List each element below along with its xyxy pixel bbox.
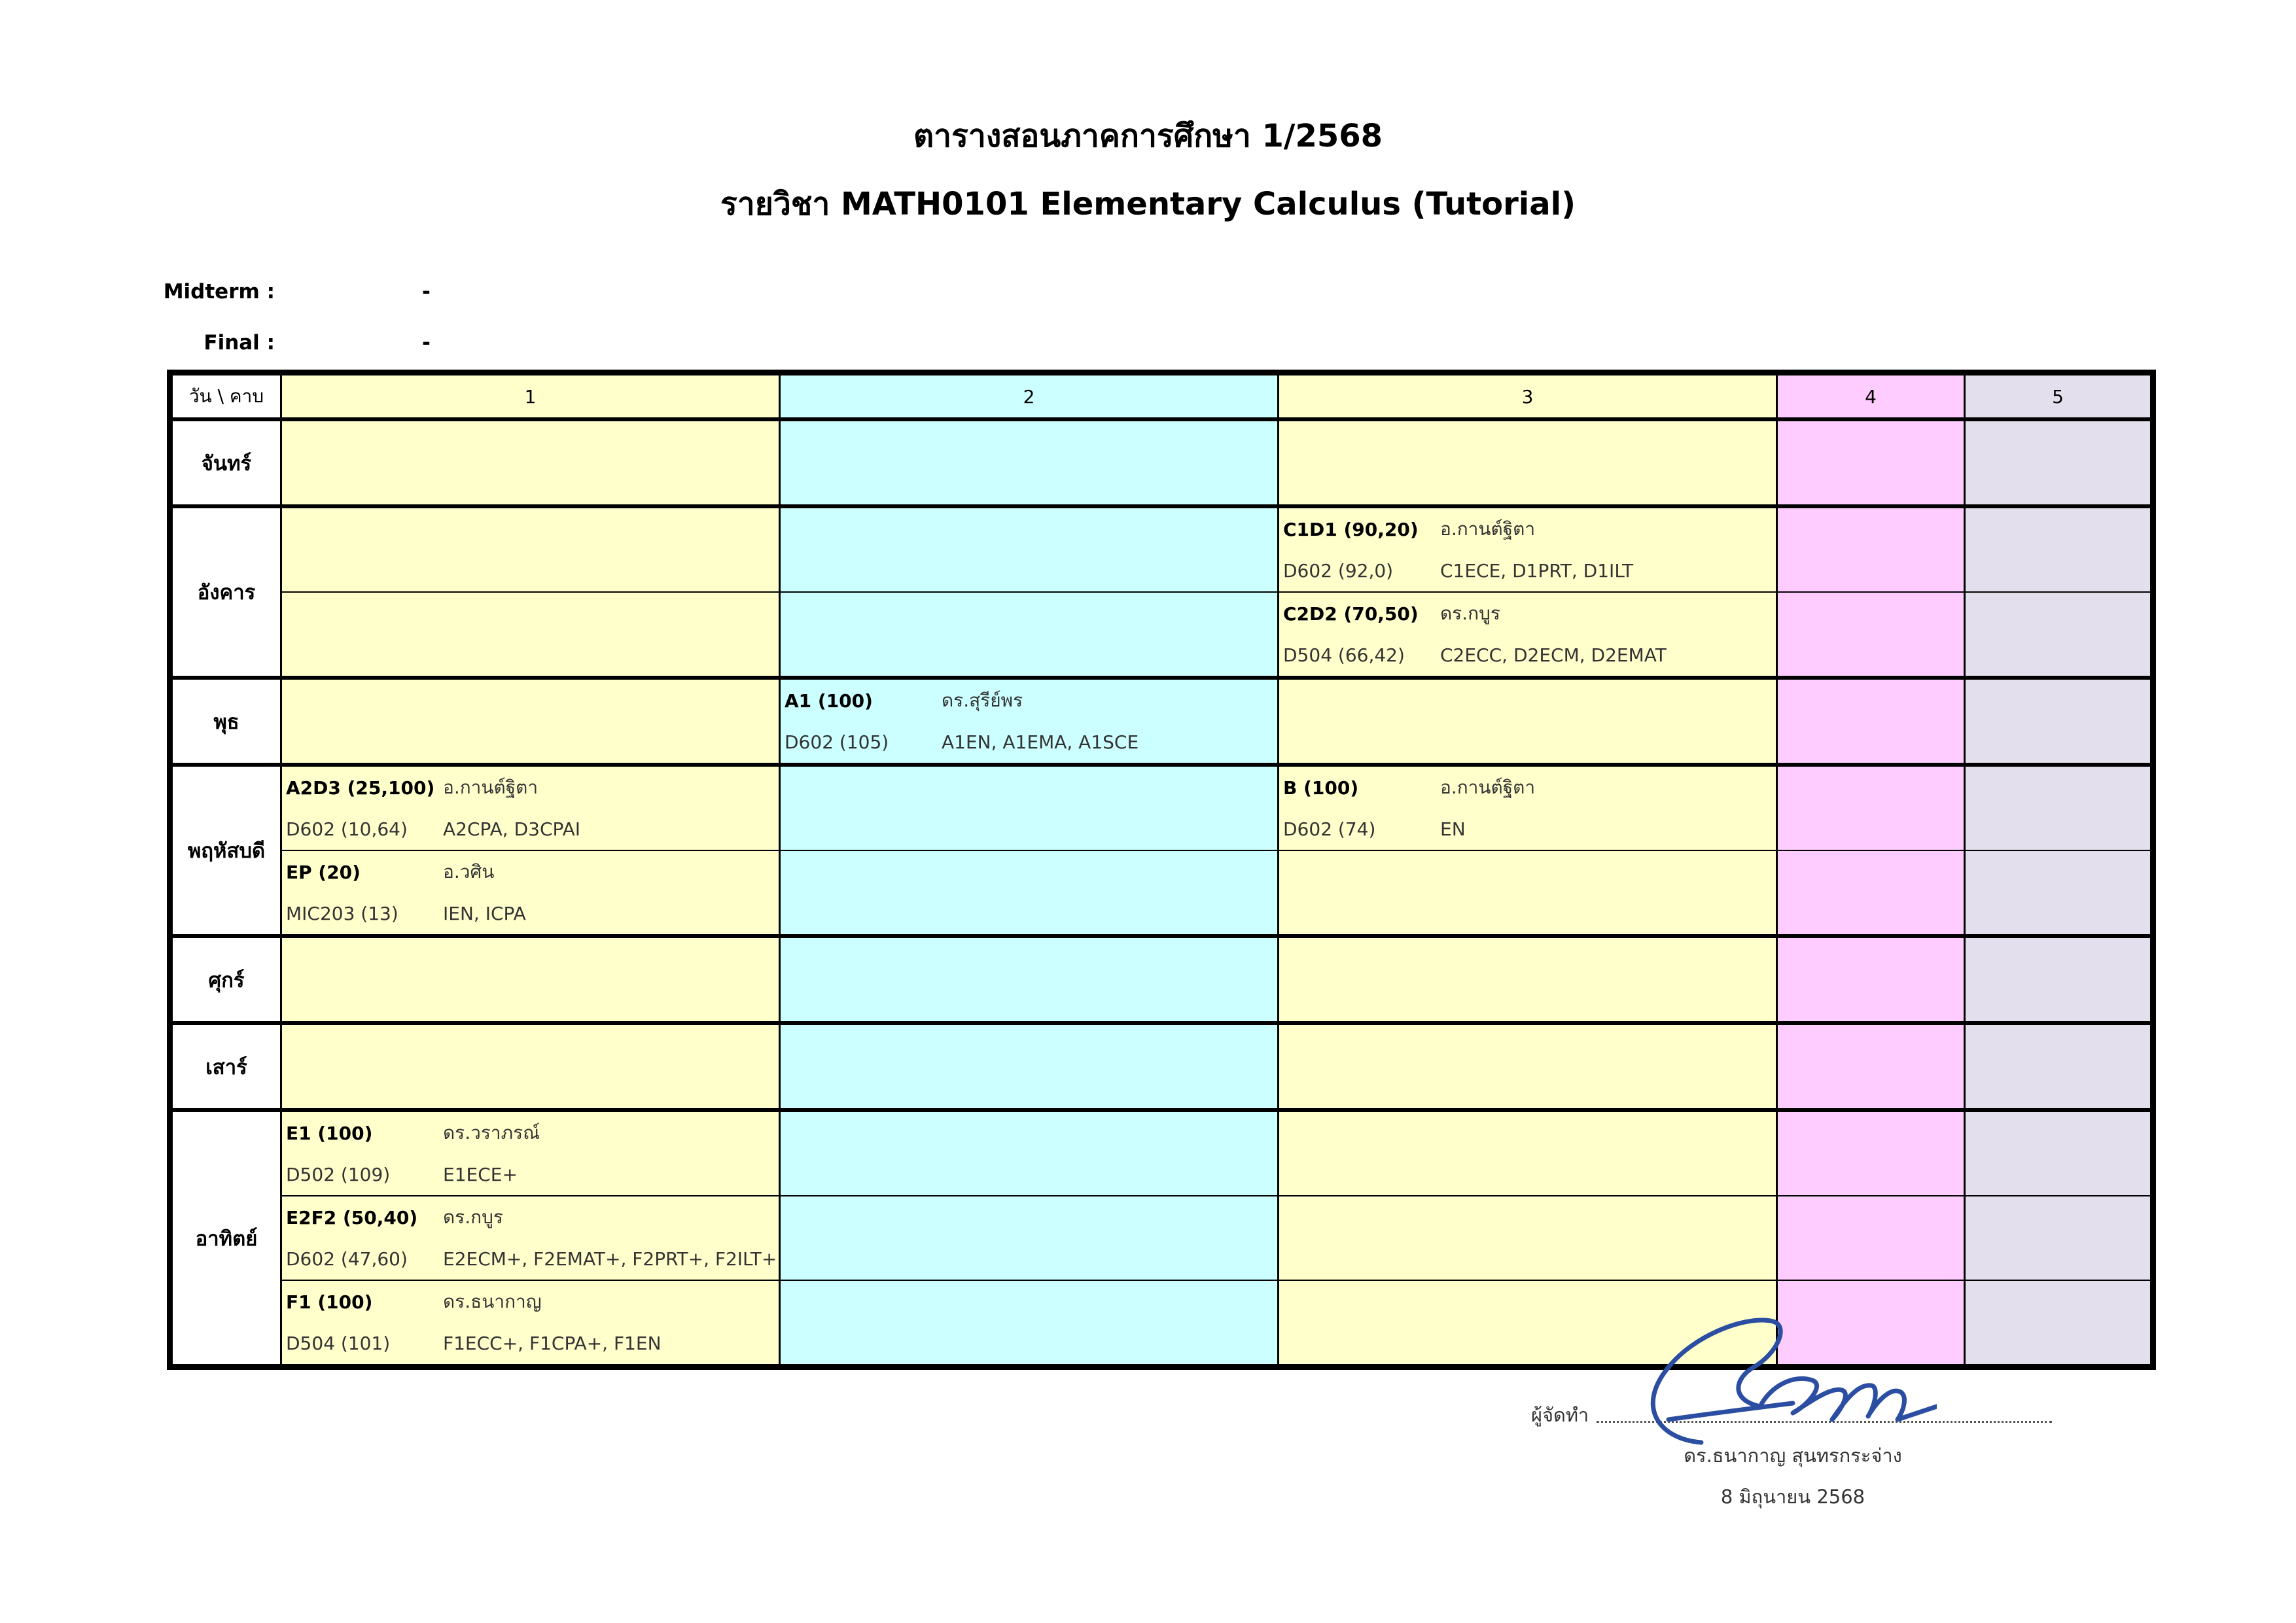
period-slot (780, 592, 1279, 678)
instructor: ดร.สุรีย์พร (942, 689, 1023, 711)
section-code: C2D2 (70,50) (1283, 602, 1419, 625)
sign-date: 8 มิถุนายน 2568 (1720, 1486, 1865, 1508)
period-slot (1965, 1196, 2153, 1280)
handwritten-signature (1597, 1308, 1937, 1452)
period-slot (1777, 1110, 1965, 1196)
class-entry (281, 850, 780, 936)
room: D602 (47,60) (286, 1248, 408, 1270)
section-code: A2D3 (25,100) (286, 777, 435, 799)
period-slot (780, 1196, 1279, 1280)
schedule-row (170, 1196, 2153, 1280)
schedule-row (170, 850, 2153, 936)
class-entry (281, 1110, 780, 1196)
period-slot (1777, 936, 1965, 1023)
midterm-value: - (422, 280, 431, 304)
corner-header: วัน \ คาบ (170, 373, 281, 420)
period-slot (780, 1110, 1279, 1196)
period-slot (780, 1023, 1279, 1110)
period-header-row (170, 373, 2153, 420)
schedule-row (170, 765, 2153, 850)
period-header: 5 (1965, 373, 2153, 420)
period-slot (1777, 850, 1965, 936)
class-entry (1279, 506, 1777, 592)
period-slot (1777, 419, 1965, 506)
room: D602 (10,64) (286, 818, 408, 840)
schedule-table (167, 370, 2156, 1370)
instructor: อ.วศิน (443, 861, 495, 882)
room: D504 (101) (286, 1332, 391, 1354)
period-header: 3 (1279, 373, 1777, 420)
period-slot (780, 936, 1279, 1023)
class-entry (1279, 765, 1777, 850)
final-value: - (422, 331, 431, 355)
period-slot (1965, 1023, 2153, 1110)
period-slot (1279, 850, 1777, 936)
schedule-row (170, 1110, 2153, 1196)
midterm-label: Midterm : (163, 280, 275, 304)
class-entry (281, 765, 780, 850)
section-code: E2F2 (50,40) (286, 1206, 418, 1229)
room: D602 (74) (1283, 818, 1376, 840)
period-slot (1965, 936, 2153, 1023)
room: MIC203 (13) (286, 902, 398, 924)
room: D504 (66,42) (1283, 644, 1405, 666)
student-groups: E1ECE+ (443, 1163, 518, 1185)
day-label: อังคาร (170, 506, 281, 678)
period-slot (1965, 1110, 2153, 1196)
period-slot (1777, 765, 1965, 850)
period-slot (780, 850, 1279, 936)
class-entry (1279, 592, 1777, 678)
period-slot (1965, 678, 2153, 765)
period-slot (780, 506, 1279, 592)
student-groups: E2ECM+, F2EMAT+, F2PRT+, F2ILT+ (443, 1248, 777, 1270)
day-label: พฤหัสบดี (170, 765, 281, 936)
period-header: 2 (780, 373, 1279, 420)
day-label: อาทิตย์ (170, 1110, 281, 1367)
period-slot (780, 419, 1279, 506)
schedule-row (170, 1023, 2153, 1110)
prepared-by-label: ผู้จัดทำ (1531, 1404, 1589, 1426)
schedule-row (170, 506, 2153, 592)
instructor: อ.กานต์ฐิตา (443, 777, 539, 798)
period-slot (1965, 850, 2153, 936)
period-slot (1777, 592, 1965, 678)
day-label: จันทร์ (170, 419, 281, 506)
period-header: 4 (1777, 373, 1965, 420)
period-slot (1777, 506, 1965, 592)
period-header: 1 (281, 373, 780, 420)
period-slot (281, 419, 780, 506)
period-slot (1965, 506, 2153, 592)
period-slot (1777, 1196, 1965, 1280)
period-slot (1279, 678, 1777, 765)
period-slot (780, 765, 1279, 850)
section-code: E1 (100) (286, 1122, 373, 1144)
page-title: ตารางสอนภาคการศึกษา 1/2568 (913, 118, 1383, 154)
schedule-row (170, 419, 2153, 506)
class-entry (281, 1196, 780, 1280)
period-slot (1965, 765, 2153, 850)
schedule-row (170, 678, 2153, 765)
section-code: A1 (100) (785, 689, 873, 712)
period-slot (1279, 1196, 1777, 1280)
instructor: อ.กานต์ฐิตา (1440, 518, 1536, 540)
room: D602 (92,0) (1283, 559, 1394, 582)
student-groups: EN (1440, 818, 1466, 840)
schedule-body (170, 419, 2153, 1367)
instructor: ดร.กบูร (1440, 602, 1500, 624)
period-slot (1777, 678, 1965, 765)
instructor: ดร.กบูร (443, 1206, 503, 1228)
section-code: F1 (100) (286, 1291, 373, 1313)
room: D602 (105) (785, 731, 889, 753)
instructor: อ.กานต์ฐิตา (1440, 777, 1536, 798)
section-code: B (100) (1283, 777, 1359, 799)
period-slot (281, 936, 780, 1023)
period-slot (1965, 419, 2153, 506)
period-slot (1777, 1023, 1965, 1110)
period-slot (780, 1280, 1279, 1367)
student-groups: IEN, ICPA (443, 902, 526, 924)
day-label: เสาร์ (170, 1023, 281, 1110)
day-label: ศุกร์ (170, 936, 281, 1023)
section-code: EP (20) (286, 861, 361, 883)
class-entry (780, 678, 1279, 765)
day-label: พุธ (170, 678, 281, 765)
student-groups: A1EN, A1EMA, A1SCE (942, 731, 1139, 753)
signer-name: ดร.ธนากาญ สุนทรกระจ่าง (1684, 1444, 1902, 1467)
period-slot (1279, 1023, 1777, 1110)
period-slot (281, 506, 780, 592)
schedule-row (170, 592, 2153, 678)
student-groups: C2ECC, D2ECM, D2EMAT (1440, 644, 1667, 666)
student-groups: F1ECC+, F1CPA+, F1EN (443, 1332, 662, 1354)
instructor: ดร.ธนากาญ (443, 1291, 542, 1312)
page-subtitle: รายวิชา MATH0101 Elementary Calculus (Tutorial) (720, 186, 1576, 222)
period-slot (1279, 936, 1777, 1023)
period-slot (281, 592, 780, 678)
period-slot (281, 678, 780, 765)
class-entry (281, 1280, 780, 1367)
instructor: ดร.วราภรณ์ (443, 1122, 540, 1143)
final-label: Final : (203, 331, 275, 355)
period-slot (1279, 419, 1777, 506)
room: D502 (109) (286, 1163, 391, 1185)
student-groups: A2CPA, D3CPAI (443, 818, 580, 840)
section-code: C1D1 (90,20) (1283, 518, 1419, 540)
period-slot (1965, 592, 2153, 678)
period-slot (281, 1023, 780, 1110)
period-slot (1965, 1280, 2153, 1367)
student-groups: C1ECE, D1PRT, D1ILT (1440, 559, 1634, 582)
period-slot (1279, 1110, 1777, 1196)
schedule-row (170, 936, 2153, 1023)
